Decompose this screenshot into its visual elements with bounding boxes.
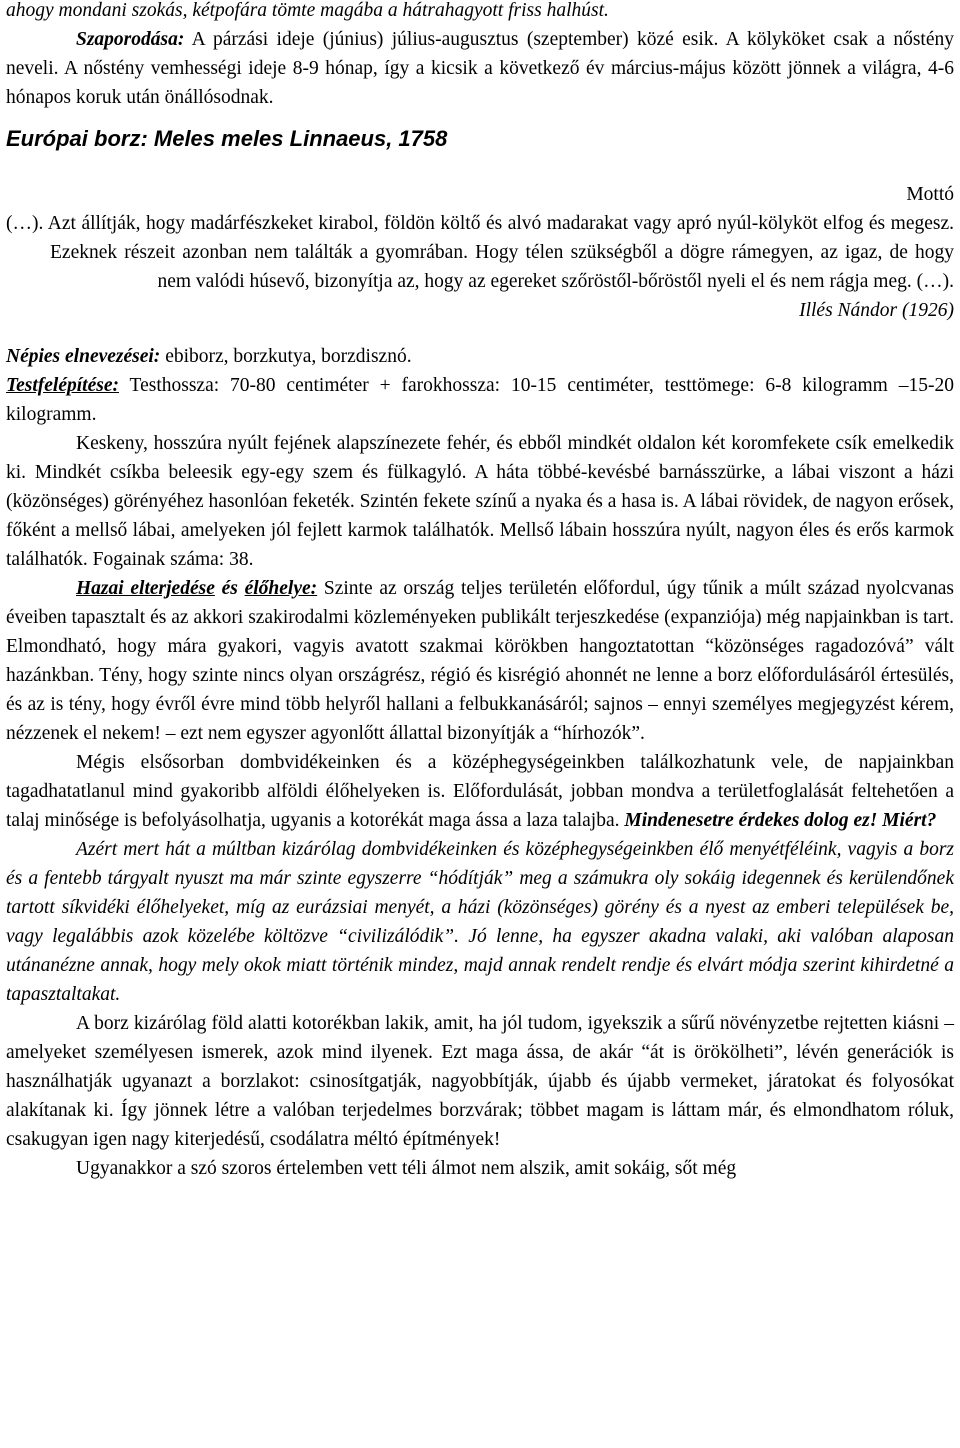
burrow-paragraph: A borz kizárólag föld alatti kotorékban lakik, amit, ha jól tudom, igyekszik a sűrű növényzetbe rejtetten kiásni – amelyeket személyesen ismerek, azok mind ilyenek. Ezt maga ássa, de akár “át is örökölheti”, lévén generációk is használhatják ugyanazt a borzlakot: csinosítgatják, nagyobbítják, újabb és újabb vermeket, járatokat és folyosókat alakítanak ki. Így jönnek létre a valóban terjedelmes borzvárak; többet magam is láttam már, és elmondhatom róluk, csakugyan igen nagy kiterjedésű, csodálatra méltó építmények! <box>6 1013 954 1150</box>
distribution-label-1: Hazai elterjedése <box>76 578 215 599</box>
folk-names-text: ebiborz, borzkutya, borzdisznó. <box>160 346 412 367</box>
explanation-paragraph: Azért mert hát a múltban kizárólag dombvidékeinken és középhegységeinkben élő menyétféléink, vagyis a borz és a fentebb tárgyalt nyuszt ma már szinte egyszerre “hódítják” meg a számukra oly sokáig idegennek és kerülendőnek tartott síkvidéki élőhelyeket, míg az eurázsiai menyét, a házi (közönséges) görény és a nyest az emberi települések be, vagy legalábbis azok közelébe költözve “civilizálódik”. Jó lenne, ha egyszer akadna valaki, aki valóban alaposan utánanézne annak, hogy mely okok miatt történik mindez, majd annak rendelt rendje és elvárt módja szerint kihirdetné a tapasztaltakat. <box>6 839 954 1005</box>
intro-line: ahogy mondani szokás, kétpofára tömte magába a hátrahagyott friss halhúst. <box>6 0 609 21</box>
motto-block <box>6 180 954 325</box>
habitat-paragraph <box>6 748 954 835</box>
folk-names-paragraph <box>6 342 954 371</box>
section-title: Európai borz: Meles meles Linnaeus, 1758 <box>6 126 448 151</box>
description-paragraph: Keskeny, hosszúra nyúlt fejének alapszínezete fehér, és ebből mindkét oldalon két koromfekete csík emelkedik ki. Mindkét csíkba beleesik egy-egy szem és fülkagyló. A háta többé-kevésbé barnásszürke, a lábai viszont a házi (közönséges) görényéhez hasonlóan feketék. Szintén fekete színű a nyaka és a hasa is. A lábai rövidek, de nagyon erősek, főként a mellső lábai, amelyeken jól fejlett karmok találhatók. Mellső lábain hosszúra nyúlt, nagyon éles és erős karmok találhatók. Fogainak száma: 38. <box>6 433 954 570</box>
folk-names-label: Népies elnevezései: <box>6 346 161 367</box>
body-build-paragraph <box>6 371 954 429</box>
motto-label: Mottó <box>906 184 954 205</box>
breeding-text: A párzási ideje (június) július-augusztus (szeptember) közé esik. A kölyköket csak a nőstény neveli. A nőstény vemhességi ideje 8-9 hónap, így a kicsik a következő év március-május között jönnek a világra, 4-6 hónapos koruk után önállósodnak. <box>6 29 954 108</box>
distribution-text: Szinte az ország teljes területén előfordul, úgy tűnik a múlt század nyolcvanas éveiben tapasztalt és az akkori szakirodalmi közleményeken publikált terjeszkedése (expanziója) még napjainkban is tart. Elmondható, hogy mára gyakori, vagyis avatott szakmai körökben hangoztatottan “közönséges ragadozóvá” vált hazánkban. Tény, hogy szinte nincs olyan országrész, régió és kisrégió ahonnét ne lenne a borz előfordulásáról értesülés, és az is tény, hogy évről évre mind több helyről hallani a felbukkanásáról; sajnos – ennyi személyes megjegyzést kérem, nézzenek el nekem! – ezt nem egyszer agyonlőtt állattal bizonyítják a “hírhozók”. <box>6 578 954 744</box>
breeding-label: Szaporodása: <box>76 29 185 50</box>
motto-quote: (…). Azt állítják, hogy madárfészkeket kirabol, földön költő és alvó madarakat vagy apró nyúl-kölyköt elfog és megesz. Ezeknek részeit azonban nem találták a gyomrában. Hogy télen szükségből a dögre rámegyen, az igaz, de hogy nem valódi húsevő, bizonyítja az, hogy az egereket szőröstől-bőröstől nyeli el és nem rágja meg. (…). <box>6 213 954 292</box>
habitat-text: Mégis elsősorban dombvidékeinken és a középhegységeinkben találkozhatunk vele, de napjainkban tagadhatatlanul mind gyakoribb alföldi élőhelyeken is. Előfordulását, jobban mondva a területfoglalását feltehetően a talaj minősége is befolyásolhatja, ugyanis a kotorékát maga ássa a laza talajba. <box>6 752 954 831</box>
body-build-label: Testfelépítése: <box>6 375 119 396</box>
body-build-text: Testhossza: 70-80 centiméter + farokhossza: 10-15 centiméter, testtömege: 6-8 kilogramm –15-20 kilogramm. <box>6 375 954 425</box>
distribution-label-2: és <box>214 578 245 599</box>
motto-author: Illés Nándor (1926) <box>799 300 954 321</box>
intro-paragraph <box>6 0 954 112</box>
distribution-paragraph <box>6 574 954 748</box>
distribution-label-3: élőhelye: <box>244 578 318 599</box>
winter-paragraph: Ugyanakkor a szó szoros értelemben vett téli álmot nem alszik, amit sokáig, sőt még <box>76 1158 737 1179</box>
document-page <box>6 0 954 1183</box>
habitat-emphasis: Mindenesetre érdekes dolog ez! Miért? <box>619 810 937 831</box>
